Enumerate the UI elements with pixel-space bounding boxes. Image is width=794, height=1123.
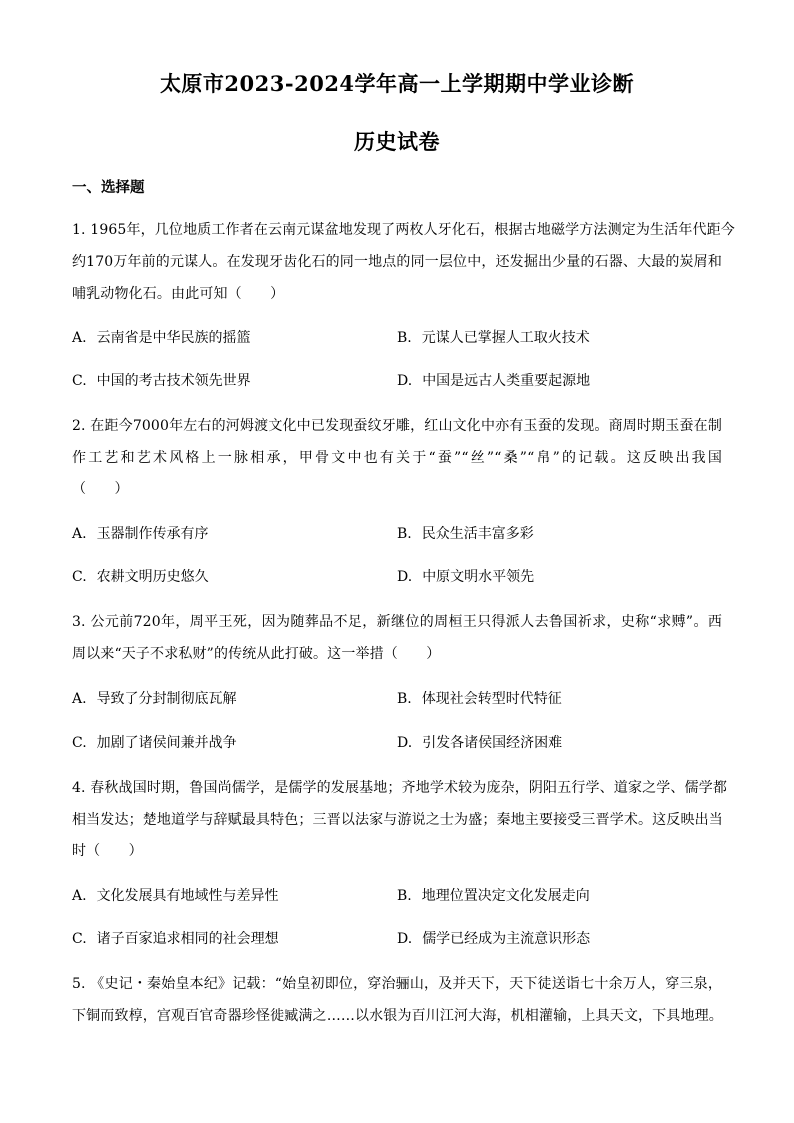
question-2-line-2: 作工艺和艺术风格上一脉相承，甲骨文中也有关于“蚕”“丝”“桑”“帛”的记载。这反映出我国 bbox=[72, 450, 722, 466]
option-letter: A. bbox=[72, 888, 87, 904]
option-text: 儒学已经成为主流意识形态 bbox=[422, 931, 591, 947]
option-letter: C. bbox=[72, 373, 87, 389]
option-text: 诸子百家追求相同的社会理想 bbox=[96, 931, 279, 947]
option-text: 中国是远古人类重要起源地 bbox=[422, 373, 591, 389]
option-text: 中国的考古技术领先世界 bbox=[96, 373, 251, 389]
option-letter: B. bbox=[397, 330, 412, 346]
question-4-option-d bbox=[397, 929, 590, 949]
option-text: 文化发展具有地域性与差异性 bbox=[96, 888, 279, 904]
question-5-line-1: 5. 《史记・秦始皇本纪》记载：“始皇初即位，穿治骊山，及并天下，天下徒送诣七十余万人，穿三泉， bbox=[72, 976, 722, 992]
question-1-option-b bbox=[397, 328, 590, 348]
question-2-option-c bbox=[72, 567, 209, 587]
section-heading: 一、选择题 bbox=[72, 179, 145, 196]
option-letter: D. bbox=[397, 373, 413, 389]
question-1-line-2: 约170万年前的元谋人。在发现牙齿化石的同一地点的同一层位中，还发掘出少量的石器、大最的炭屑和 bbox=[72, 254, 722, 270]
option-letter: C. bbox=[72, 735, 87, 751]
option-letter: D. bbox=[397, 931, 413, 947]
option-letter: B. bbox=[397, 888, 412, 904]
option-letter: A. bbox=[72, 526, 87, 542]
question-3-line-2: 周以来“天子不求私财”的传统从此打破。这一举措（ ） bbox=[72, 646, 441, 662]
question-4-line-1: 4. 春秋战国时期，鲁国尚儒学，是儒学的发展基地；齐地学术较为庞杂，阴阳五行学、道家之学、儒学都 bbox=[72, 780, 728, 796]
question-1-line-1: 1. 1965年，几位地质工作者在云南元谋盆地发现了两枚人牙化石，根据古地磁学方法测定为生活年代距今 bbox=[72, 222, 735, 238]
option-letter: C. bbox=[72, 931, 87, 947]
option-text: 玉器制作传承有序 bbox=[96, 526, 209, 542]
exam-title: 太原市2023-2024学年高一上学期期中学业诊断 bbox=[159, 71, 635, 96]
exam-subtitle: 历史试卷 bbox=[354, 129, 440, 154]
question-2-line-1: 2. 在距今7000年左右的河姆渡文化中已发现蚕纹牙雕，红山文化中亦有玉蚕的发现。商周时期玉蚕在制 bbox=[72, 418, 722, 434]
option-text: 体现社会转型时代特征 bbox=[421, 691, 562, 707]
option-letter: B. bbox=[397, 691, 412, 707]
question-3-option-d bbox=[397, 733, 562, 753]
question-4-option-c bbox=[72, 929, 279, 949]
question-2-option-d bbox=[397, 567, 534, 587]
question-4-option-b bbox=[397, 886, 590, 906]
option-text: 民众生活丰富多彩 bbox=[421, 526, 534, 542]
option-letter: B. bbox=[397, 526, 412, 542]
option-letter: A. bbox=[72, 691, 87, 707]
question-3-option-b bbox=[397, 689, 562, 709]
question-2-line-3: （ ） bbox=[72, 481, 129, 497]
option-text: 中原文明水平领先 bbox=[422, 569, 535, 585]
option-text: 云南省是中华民族的摇篮 bbox=[96, 330, 251, 346]
question-2-option-b bbox=[397, 524, 534, 544]
question-4-line-3: 时（ ） bbox=[72, 843, 143, 859]
option-letter: A. bbox=[72, 330, 87, 346]
option-letter: D. bbox=[397, 735, 413, 751]
question-2-option-a bbox=[72, 524, 209, 544]
option-letter: D. bbox=[397, 569, 413, 585]
question-3-option-a bbox=[72, 689, 237, 709]
question-3-option-c bbox=[72, 733, 237, 753]
question-4-line-2: 相当发达；楚地道学与辞赋最具特色；三晋以法家与游说之士为盛；秦地主要接受三晋学术。这反映出当 bbox=[72, 812, 723, 828]
option-text: 引发各诸侯国经济困难 bbox=[422, 735, 563, 751]
question-1-option-d bbox=[397, 371, 590, 391]
question-4-option-a bbox=[72, 886, 279, 906]
question-1-option-c bbox=[72, 371, 251, 391]
option-text: 农耕文明历史悠久 bbox=[96, 569, 209, 585]
option-text: 导致了分封制彻底瓦解 bbox=[96, 691, 237, 707]
option-text: 元谋人已掌握人工取火技术 bbox=[421, 330, 590, 346]
question-5-line-2: 下铜而致椁，宫观百官奇器珍怪徙臧满之……以水银为百川江河大海，机相灌输，上具天文，下具地理。 bbox=[72, 1008, 723, 1024]
option-text: 加剧了诸侯间兼并战争 bbox=[96, 735, 237, 751]
question-1-line-3: 哺乳动物化石。由此可知（ ） bbox=[72, 286, 285, 302]
option-letter: C. bbox=[72, 569, 87, 585]
question-3-line-1: 3. 公元前720年，周平王死，因为随葬品不足，新继位的周桓王只得派人去鲁国祈求，史称“求赙”。西 bbox=[72, 614, 722, 630]
question-1-option-a bbox=[72, 328, 251, 348]
option-text: 地理位置决定文化发展走向 bbox=[421, 888, 590, 904]
